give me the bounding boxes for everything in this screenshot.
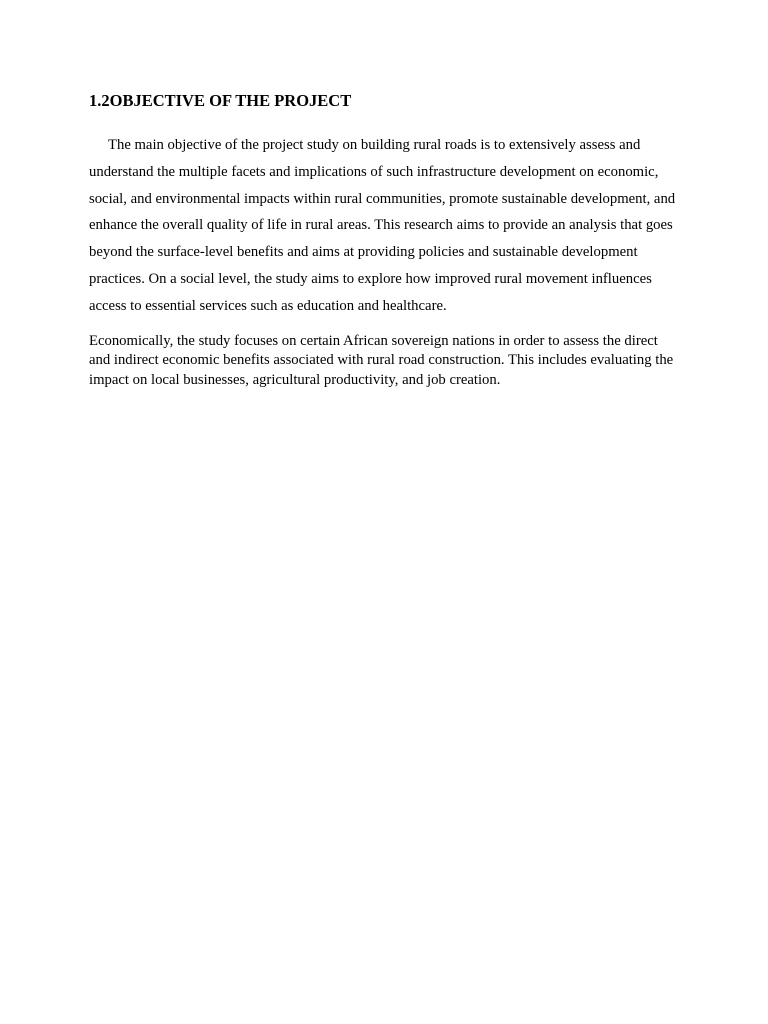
section-heading: 1.2OBJECTIVE OF THE PROJECT [89,91,352,110]
objective-paragraph: The main objective of the project study on building rural roads is to extensively assess and understand the multiple facets and implications of such infrastructure development on economic, social, and environmental impacts within rural communities, promote sustainable development, and enhance the overall quality of life in rural areas. This research aims to provide an analysis that goes beyond the surface-level benefits and aims at providing policies and sustainable development practices. On a social level, the study aims to explore how improved rural movement influences access to essential services such as education and healthcare. [89,137,676,314]
document-page [89,91,679,390]
economic-paragraph: Economically, the study focuses on certain African sovereign nations in order to assess the direct and indirect economic benefits associated with rural road construction. This includes evaluating the impact on local businesses, agricultural productivity, and job creation. [89,332,674,388]
